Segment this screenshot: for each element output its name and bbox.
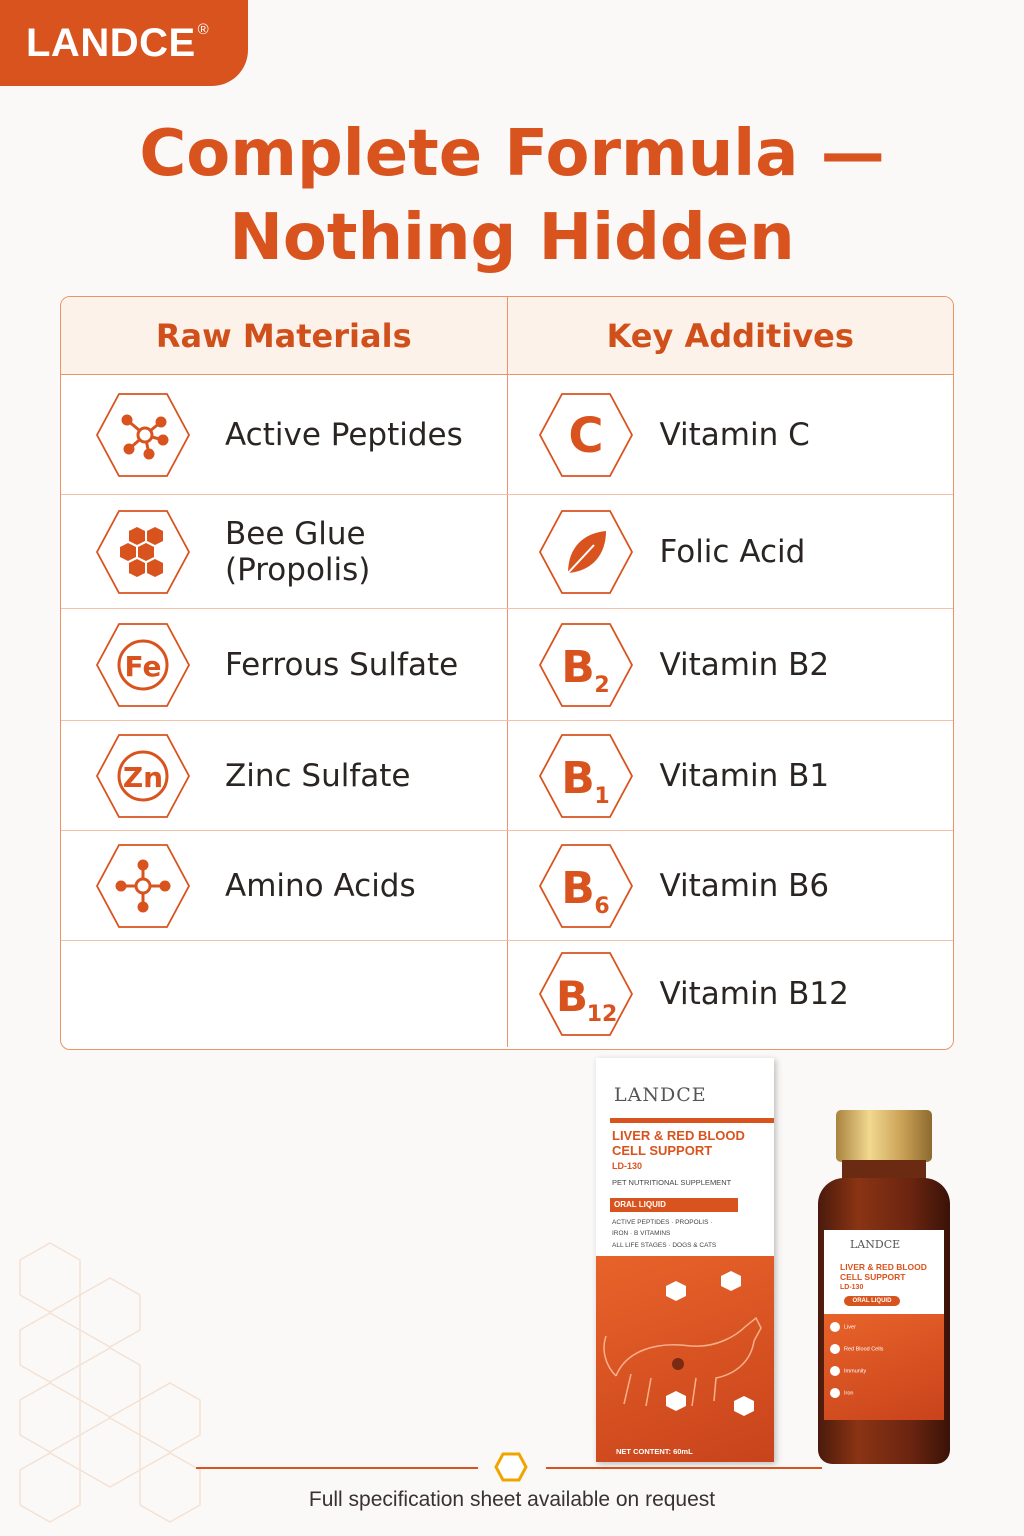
- footer-divider-left: [196, 1467, 478, 1469]
- additive-label: Vitamin C: [659, 416, 810, 453]
- bottle-benefit-item: Red Blood Cells: [830, 1344, 883, 1354]
- net-content: NET CONTENT: 60mL: [616, 1447, 693, 1456]
- title-line-1: Complete Formula —: [139, 117, 885, 191]
- vitamin-b2-icon: [538, 622, 634, 708]
- bottle-benefit-item: Immunity: [830, 1366, 866, 1376]
- raw-material-label: Bee Glue (Propolis): [225, 515, 371, 588]
- vitamin-symbol: B: [560, 641, 595, 693]
- box-ingredients: IRON · B VITAMINS: [612, 1230, 671, 1237]
- bottle-tag: ORAL LIQUID: [844, 1296, 900, 1306]
- raw-material-cell: [61, 375, 508, 494]
- box-subtitle: PET NUTRITIONAL SUPPLEMENT: [612, 1178, 732, 1187]
- molecule-icon: [95, 392, 191, 478]
- vitamin-subscript: 6: [593, 893, 610, 919]
- additive-label: Folic Acid: [659, 533, 806, 570]
- box-title: LIVER & RED BLOOD CELL SUPPORT: [612, 1128, 745, 1158]
- vitamin-symbol: B: [560, 862, 595, 914]
- vitamin-subscript: 12: [586, 1002, 617, 1027]
- key-additives-header: Key Additives: [606, 316, 854, 355]
- additive-label: Vitamin B6: [659, 867, 830, 904]
- table-row: [61, 375, 953, 495]
- element-symbol: Zn: [122, 760, 164, 794]
- brand-name: LANDCE: [26, 20, 196, 65]
- product-image: [596, 1058, 966, 1468]
- additive-label: Vitamin B12: [659, 976, 849, 1012]
- additive-cell: [508, 941, 954, 1047]
- additive-cell: [508, 721, 954, 830]
- vitamin-b1-icon: [538, 733, 634, 819]
- footer-divider-right: [546, 1467, 822, 1469]
- brand-logo: [0, 0, 248, 86]
- title-line-2: Nothing Hidden: [229, 201, 795, 275]
- bottle-benefit-item: Liver: [830, 1322, 856, 1332]
- raw-material-cell: [61, 495, 508, 608]
- raw-material-label: Ferrous Sulfate: [225, 646, 459, 683]
- box-divider: [610, 1118, 774, 1123]
- vitamin-symbol: B: [560, 752, 595, 804]
- table-row: [61, 831, 953, 941]
- bottle-cap: [836, 1110, 932, 1162]
- box-illustration-panel: [596, 1256, 774, 1462]
- vitamin-subscript: 1: [593, 783, 610, 809]
- honeycomb-icon: [95, 509, 191, 595]
- table-row: [61, 721, 953, 831]
- cat-illustration: [596, 1256, 774, 1436]
- leaf-icon: [538, 509, 634, 595]
- box-code: LD-130: [612, 1161, 643, 1171]
- table-header: [61, 297, 953, 375]
- box-ingredients: ACTIVE PEPTIDES · PROPOLIS ·: [612, 1219, 713, 1226]
- raw-material-cell: [61, 721, 508, 830]
- table-row: [61, 609, 953, 721]
- raw-material-label: Zinc Sulfate: [225, 757, 411, 794]
- hexagon-icon: [494, 1452, 528, 1482]
- product-box: [596, 1058, 774, 1462]
- formula-table: [60, 296, 954, 1050]
- raw-materials-header: Raw Materials: [61, 297, 508, 374]
- molecule-icon: [95, 843, 191, 929]
- additive-cell: [508, 375, 954, 494]
- bottle-brand: LANDCE: [850, 1238, 901, 1251]
- raw-material-label: Active Peptides: [225, 416, 463, 453]
- vitamin-symbol: B: [555, 972, 588, 1021]
- bottle-code: LD-130: [840, 1284, 864, 1291]
- box-usage: ALL LIFE STAGES · DOGS & CATS: [612, 1242, 717, 1249]
- bottle-label-panel: [824, 1314, 944, 1420]
- raw-material-cell: [61, 831, 508, 940]
- raw-material-cell: [61, 609, 508, 720]
- bottle-label: [824, 1230, 944, 1420]
- raw-material-label: Amino Acids: [225, 867, 416, 904]
- bottle-benefit-item: Iron: [830, 1388, 853, 1398]
- table-row: [61, 495, 953, 609]
- vitamin-b12-icon: [538, 951, 634, 1037]
- footer-note: Full specification sheet available on request: [308, 1488, 716, 1511]
- element-symbol: Fe: [124, 649, 162, 683]
- additive-label: Vitamin B1: [659, 757, 830, 794]
- fe-icon: [95, 622, 191, 708]
- vitamin-c-icon: [538, 392, 634, 478]
- table-row: [61, 941, 953, 1047]
- registered-mark: ®: [197, 20, 210, 38]
- bottle-title: LIVER & RED BLOOD CELL SUPPORT: [840, 1262, 927, 1282]
- product-bottle: [818, 1110, 950, 1466]
- vitamin-subscript: 2: [593, 672, 610, 698]
- page-title: [0, 112, 1024, 280]
- additive-cell: [508, 495, 954, 608]
- additive-cell: [508, 609, 954, 720]
- vitamin-symbol: C: [567, 407, 604, 464]
- box-brand: LANDCE: [614, 1084, 707, 1106]
- box-tag: ORAL LIQUID: [610, 1198, 738, 1212]
- additive-cell: [508, 831, 954, 940]
- vitamin-b6-icon: [538, 843, 634, 929]
- zn-icon: [95, 733, 191, 819]
- additive-label: Vitamin B2: [659, 646, 830, 683]
- empty-cell: [61, 941, 508, 1047]
